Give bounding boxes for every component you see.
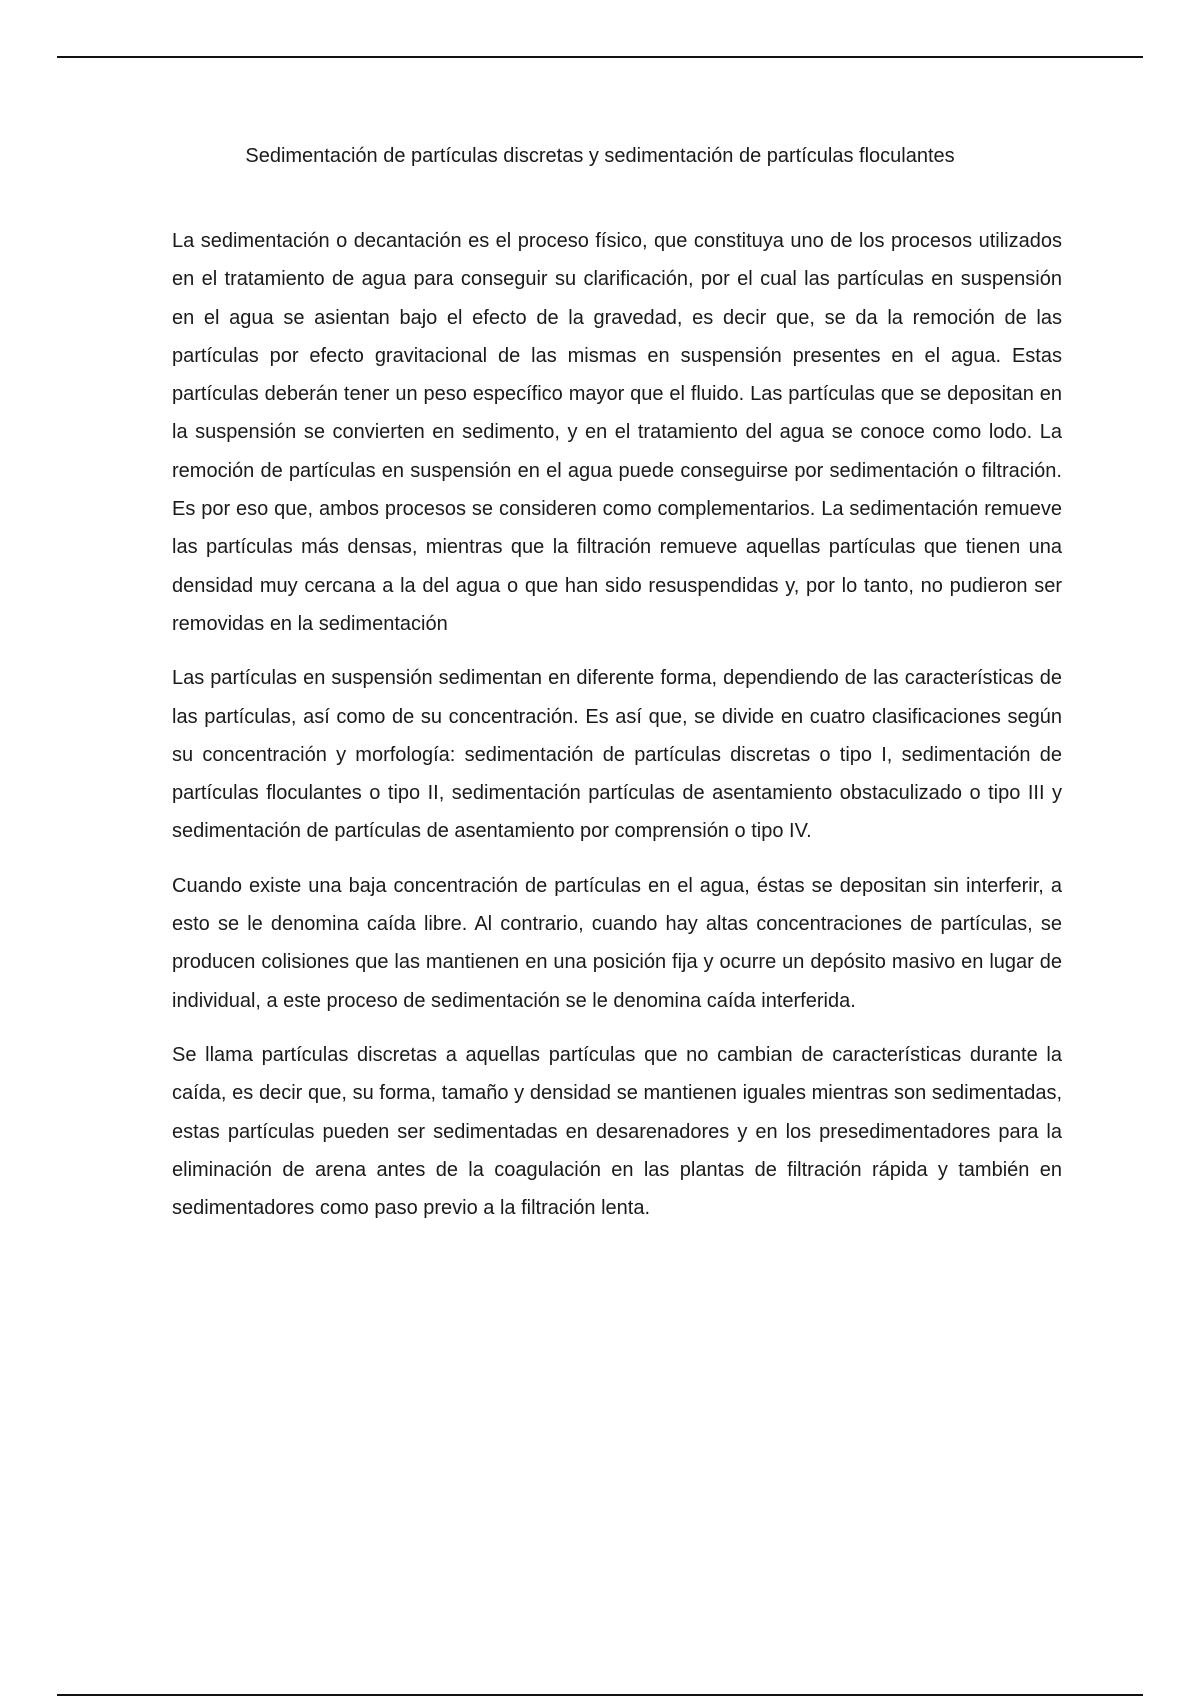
- paragraph-1: La sedimentación o decantación es el proceso físico, que constituya uno de los procesos utilizados en el tratamiento de agua para conseguir su clarificación, por el cual las partículas en suspensión en el agua se asientan bajo el efecto de la gravedad, es decir que, se da la remoción de las partículas por efecto gravitacional de las mismas en suspensión presentes en el agua. Estas partículas deberán tener un peso específico mayor que el fluido. Las partículas que se depositan en la suspensión se convierten en sedimento, y en el tratamiento del agua se conoce como lodo. La remoción de partículas en suspensión en el agua puede conseguirse por sedimentación o filtración. Es por eso que, ambos procesos se consideren como complementarios. La sedimentación remueve las partículas más densas, mientras que la filtración remueve aquellas partículas que tienen una densidad muy cercana a la del agua o que han sido resuspendidas y, por lo tanto, no pudieron ser removidas en la sedimentación: [172, 230, 1062, 635]
- paragraph-4: Se llama partículas discretas a aquellas partículas que no cambian de características durante la caída, es decir que, su forma, tamaño y densidad se mantienen iguales mientras son sedimentadas, estas partículas pueden ser sedimentadas en desarenadores y en los presedimentadores para la eliminación de arena antes de la coagulación en las plantas de filtración rápida y también en sedimentadores como paso previo a la filtración lenta.: [172, 1043, 1062, 1220]
- header-rule: [57, 56, 1143, 58]
- document-title: Sedimentación de partículas discretas y sedimentación de partículas floculantes: [245, 145, 955, 167]
- paragraph-2: Las partículas en suspensión sedimentan en diferente forma, dependiendo de las características de las partículas, así como de su concentración. Es así que, se divide en cuatro clasificaciones según su concentración y morfología: sedimentación de partículas discretas o tipo I, sedimentación de partículas floculantes o tipo II, sedimentación partículas de asentamiento obstaculizado o tipo III y sedimentación de partículas de asentamiento por comprensión o tipo IV.: [172, 667, 1062, 843]
- footer-rule: [57, 1694, 1143, 1696]
- document-body: [172, 222, 1062, 1243]
- paragraph-3: Cuando existe una baja concentración de partículas en el agua, éstas se depositan sin interferir, a esto se le denomina caída libre. Al contrario, cuando hay altas concentraciones de partículas, se producen colisiones que las mantienen en una posición fija y ocurre un depósito masivo en lugar de individual, a este proceso de sedimentación se le denomina caída interferida.: [172, 874, 1062, 1012]
